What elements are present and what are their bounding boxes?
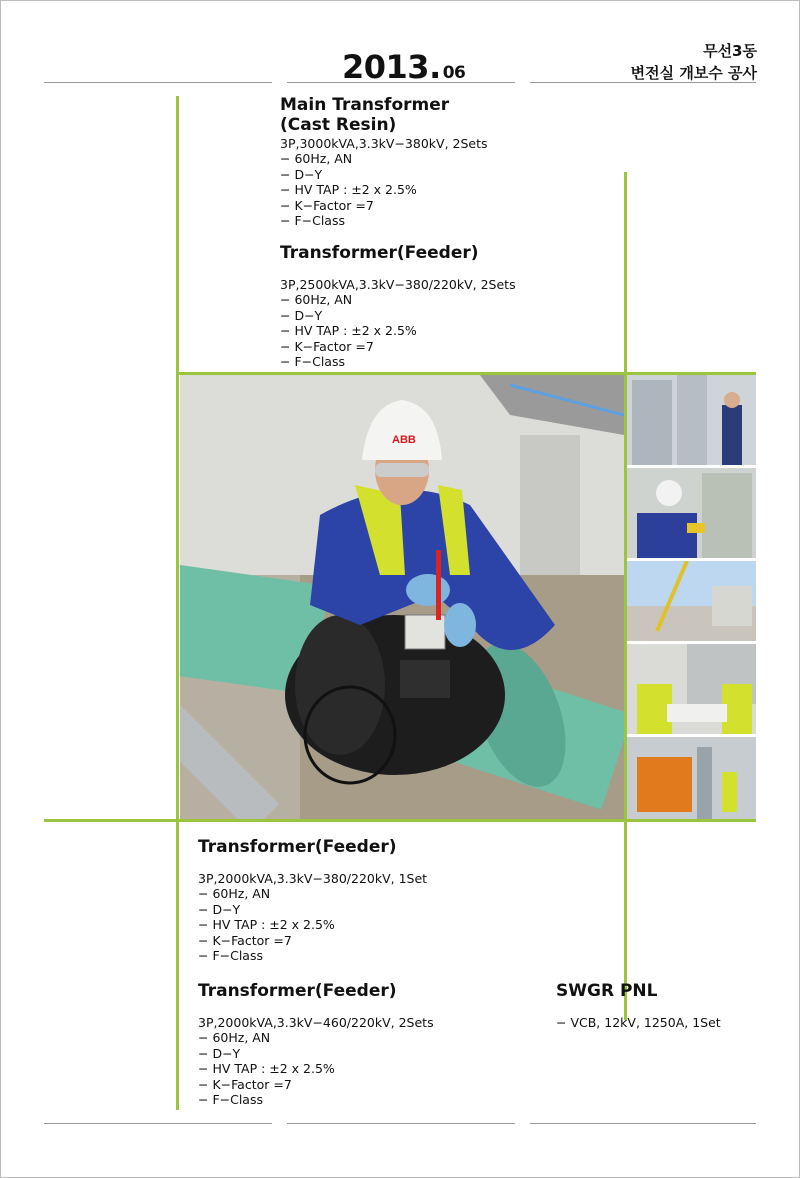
spec-title: Transformer(Feeder) [198,981,397,1001]
date-dot: . [429,48,441,86]
spec-line: 3P,2500kVA,3.3kV−380/220kV, 2Sets [280,277,516,292]
year: 2013 [342,48,430,86]
accent-vline-left [176,96,179,1110]
spec-line: − F−Class [198,947,263,963]
thumb-photo-engineer-panel [627,468,756,558]
thumb-illustration [627,561,756,641]
spec-feeder-2000-2sets [198,981,434,1107]
spec-line: − 60Hz, AN [198,886,271,902]
header-rule-left [44,82,272,83]
spec-line: − K−Factor =7 [280,338,374,354]
spec-line: − K−Factor =7 [198,932,292,948]
spec-title-sub: (Cast Resin) [280,115,397,135]
spec-line: − HV TAP : ±2 x 2.5% [198,1061,335,1077]
thumb-photo-engineer-gis [627,375,756,465]
spec-line: − HV TAP : ±2 x 2.5% [280,182,417,198]
spec-title: Transformer(Feeder) [280,243,479,263]
spec-line: 3P,3000kVA,3.3kV−380kV, 2Sets [280,136,488,151]
spec-line: − F−Class [280,212,345,228]
footer-rule-left [44,1123,272,1124]
spec-line: − 60Hz, AN [280,292,353,308]
location-line-1: 무선3동 [703,42,757,60]
month: 06 [442,63,466,83]
spec-main-transformer [280,95,488,228]
spec-line: − 60Hz, AN [198,1030,271,1046]
spec-line: − D−Y [198,1045,241,1061]
spec-line: − HV TAP : ±2 x 2.5% [198,917,335,933]
project-location [631,40,757,84]
spec-line: − F−Class [280,353,345,369]
main-photo-technician-on-pipe [180,375,624,819]
spec-swgr-panel [556,981,721,1030]
spec-line: 3P,2000kVA,3.3kV−380/220kV, 1Set [198,871,428,886]
thumb-illustration [627,375,756,465]
spec-line: − D−Y [198,901,241,917]
spec-feeder-2000-1set [198,837,427,963]
spec-line: − VCB, 12kV, 1250A, 1Set [556,1015,721,1030]
spec-line: − HV TAP : ±2 x 2.5% [280,323,417,339]
footer-rule-right [530,1123,756,1124]
spec-feeder-2500 [280,243,516,369]
thumb-illustration [627,737,756,819]
location-line-2: 변전실 개보수 공사 [630,64,757,82]
spec-line: − F−Class [198,1091,263,1107]
spec-line: − D−Y [280,166,323,182]
spec-title: SWGR PNL [556,981,658,1001]
spec-title: Transformer(Feeder) [198,837,397,857]
spec-title: Main Transformer [280,95,450,115]
spec-line: − K−Factor =7 [198,1076,292,1092]
thumb-illustration [627,468,756,558]
main-photo-illustration [180,375,624,819]
thumb-photo-team-at-desk [627,644,756,734]
helmet-logo-text: ABB [392,434,416,446]
footer-rule-center [287,1123,515,1124]
spec-line: − K−Factor =7 [280,197,374,213]
spec-line: − 60Hz, AN [280,151,353,167]
thumb-illustration [627,644,756,734]
accent-hline-bottom [44,819,756,822]
project-date [342,48,465,86]
thumb-photo-substation-site [627,561,756,641]
spec-line: 3P,2000kVA,3.3kV−460/220kV, 2Sets [198,1015,434,1030]
thumb-photo-outdoor-maintenance [627,737,756,819]
spec-line: − D−Y [280,307,323,323]
